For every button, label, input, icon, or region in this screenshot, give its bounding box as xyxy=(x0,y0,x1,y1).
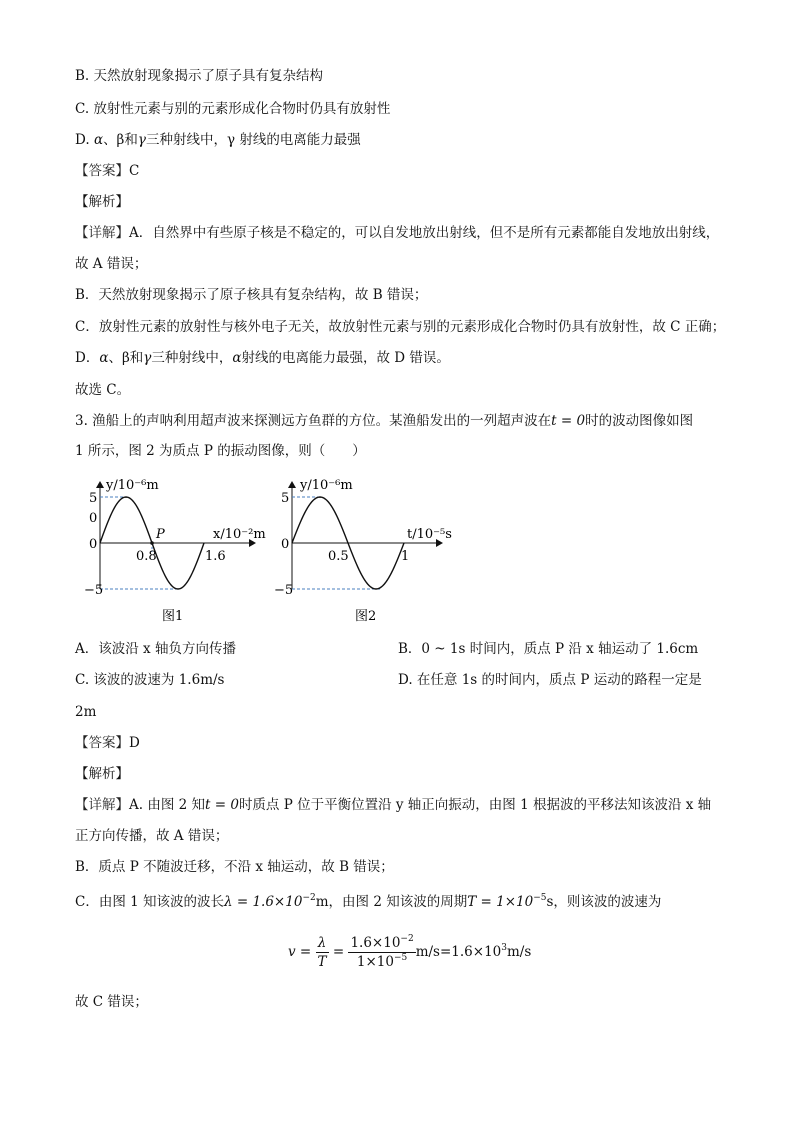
detail-d-text-2: 三种射线中， xyxy=(151,350,233,366)
y-axis-label: y/10⁻⁶m xyxy=(300,478,353,493)
formula-lambda: λ xyxy=(316,934,329,953)
detail-a-text: A. 由图 2 知 xyxy=(129,797,206,813)
q2-conclusion: 故选 C。 xyxy=(75,382,131,398)
origin-label: 0 xyxy=(281,537,290,552)
den-exp: −5 xyxy=(393,953,408,963)
q3-option-c: C. 该波的波速为 1.6m/s xyxy=(75,672,225,688)
x-tick-1: 1 xyxy=(401,549,410,564)
detail-tag: 【详解】 xyxy=(75,225,129,241)
answer-tag: 【答案】 xyxy=(75,163,129,179)
t-zero: t = 0 xyxy=(551,413,586,429)
q2-detail-b: B．天然放射现象揭示了原子核具有复杂结构，故 B 错误； xyxy=(75,287,428,303)
y-tick-neg5: −5 xyxy=(274,583,294,598)
y-tick-5: 5 xyxy=(281,491,290,506)
result-exp: 3 xyxy=(501,943,507,953)
q2-option-d-label: D. xyxy=(75,132,94,148)
lambda-over-t xyxy=(316,934,329,971)
gamma-symbol: γ xyxy=(137,132,146,148)
q2-option-d xyxy=(75,131,361,149)
q2-option-c: C. 放射性元素与别的元素形成化合物时仍具有放射性 xyxy=(75,101,391,117)
x-axis-label: x/10⁻²m xyxy=(213,527,266,542)
period-eq: T = 1×10 xyxy=(467,894,534,910)
detail-d-text-3: 射线的电离能力最强，故 D 错误。 xyxy=(241,350,450,366)
answer-tag: 【答案】 xyxy=(75,735,129,751)
detail-d-text-1: 、β和 xyxy=(108,350,144,366)
y-tick-neg5: −5 xyxy=(84,583,104,598)
q2-analysis-tag: 【解析】 xyxy=(75,194,129,210)
q3-stem-text-2: 时的波动图像如图 xyxy=(585,413,694,429)
q2-detail-a-line2: 故 A 错误； xyxy=(75,256,148,272)
formula-result: m/s=1.6×10 xyxy=(415,944,502,960)
q2-detail-d xyxy=(75,349,450,367)
num-exp: −2 xyxy=(400,934,414,944)
result-unit: m/s xyxy=(507,944,532,960)
q3-analysis-tag: 【解析】 xyxy=(75,766,129,782)
q3-stem-text: 3. 渔船上的声呐利用超声波来探测远方鱼群的方位。某渔船发出的一列超声波在 xyxy=(75,413,552,429)
answer-value: C xyxy=(129,163,140,179)
den-base: 1×10 xyxy=(356,954,394,970)
alpha-symbol: α xyxy=(93,132,104,148)
q3-option-a: A．该波沿 x 轴负方向传播 xyxy=(75,641,236,657)
q2-answer xyxy=(75,162,139,180)
detail-tag: 【详解】 xyxy=(75,797,129,813)
q3-conclusion-c: 故 C 错误； xyxy=(75,994,148,1010)
formula-t: T xyxy=(317,954,327,970)
x-axis-label: t/10⁻⁵s xyxy=(407,527,452,542)
formula-v: v = xyxy=(288,944,312,960)
q3-option-d-cont: 2m xyxy=(75,704,97,720)
q3-detail-a-line2: 正方向传播，故 A 错误； xyxy=(75,828,229,844)
y-tick-5: 5 xyxy=(89,491,98,506)
x-tick-1.6: 1.6 xyxy=(205,549,226,564)
origin-label: 0 xyxy=(89,537,98,552)
detail-d-label: D． xyxy=(75,350,100,366)
detail-a-text: A．自然界中有些原子核是不稳定的，可以自发地放出射线，但不是所有元素都能自发地放出射线， xyxy=(129,225,720,241)
figure-2-caption: 图2 xyxy=(355,609,377,624)
t-zero: t = 0 xyxy=(205,797,239,813)
y-tick-0-upper: 0 xyxy=(89,511,98,526)
q3-detail-b: B．质点 P 不随波迁移，不沿 x 轴运动，故 B 错误； xyxy=(75,859,394,875)
wavelength-eq: λ = 1.6×10 xyxy=(224,894,303,910)
x-tick-0.5: 0.5 xyxy=(328,549,349,564)
detail-c-text-2: ，由图 2 知该波的周期 xyxy=(328,894,468,910)
q3-stem-line2: 1 所示，图 2 为质点 P 的振动图像，则（ ） xyxy=(75,443,366,459)
detail-a-text-2: 时质点 P 位于平衡位置沿 y 轴正向振动，由图 1 根据波的平移法知该波沿 x 轴 xyxy=(238,797,712,813)
num-base: 1.6×10 xyxy=(350,935,401,951)
q3-option-b: B．0 ~ 1s 时间内，质点 P 沿 x 轴运动了 1.6cm xyxy=(398,641,699,657)
y-axis-label: y/10⁻⁶m xyxy=(106,478,159,493)
numeric-fraction xyxy=(348,934,415,971)
alpha-symbol: α xyxy=(99,350,109,366)
q2-option-b: B. 天然放射现象揭示了原子具有复杂结构 xyxy=(75,68,324,84)
figure-2-vibration-graph xyxy=(270,474,470,624)
q2-option-d-text-1: 、β和 xyxy=(103,132,138,148)
figure-1-wave-graph xyxy=(80,474,280,624)
wavelength-unit: m xyxy=(315,894,329,910)
q3-option-d: D. 在任意 1s 的时间内，质点 P 运动的路程一定是 xyxy=(398,672,702,688)
wave-speed-formula: v = $\frac{\lambda}{T}$ = $\frac{1.6\times 10^{-2}}{1\times 10^{-5}}$ $m/s=1.6\times 10^3m/s$ xyxy=(288,934,532,970)
wavelength-exp: −2 xyxy=(302,893,316,903)
q3-detail-a-line1 xyxy=(75,796,711,814)
point-p-label: P xyxy=(156,527,165,542)
numeric-denominator xyxy=(348,953,415,971)
alpha-symbol: α xyxy=(232,350,242,366)
answer-value: D xyxy=(129,735,140,751)
detail-c-text-1: C．由图 1 知该波的波长 xyxy=(75,894,225,910)
q3-detail-c xyxy=(75,893,661,911)
q2-detail-c: C．放射性元素的放射性与核外电子无关，故放射性元素与别的元素形成化合物时仍具有放射性，故 C 正确； xyxy=(75,319,726,335)
period-unit: s xyxy=(546,894,554,910)
gamma-symbol: γ xyxy=(143,350,152,366)
detail-c-text-3: ，则该波的波速为 xyxy=(553,894,662,910)
period-exp: −5 xyxy=(533,893,547,903)
q3-answer xyxy=(75,734,140,752)
x-tick-0.8: 0.8 xyxy=(136,549,157,564)
q2-option-d-text-2: 三种射线中，γ 射线的电离能力最强 xyxy=(145,132,361,148)
q3-stem-line1 xyxy=(75,412,693,430)
figure-1-caption: 图1 xyxy=(162,609,184,624)
numeric-numerator xyxy=(348,934,415,953)
q2-detail-a-line1 xyxy=(75,224,719,242)
point-p xyxy=(150,541,154,545)
